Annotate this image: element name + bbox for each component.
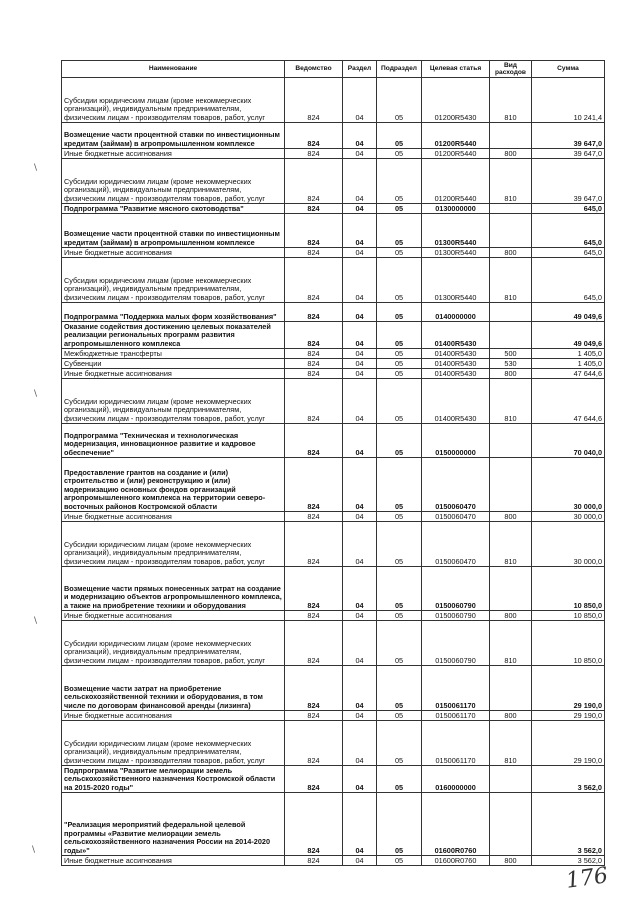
row-name: Подпрограмма "Развитие мясного скотоводства" [62,204,285,214]
row-ved: 824 [285,349,343,359]
row-name: Иные бюджетные ассигнования [62,369,285,379]
table-row [62,512,605,522]
row-name: Возмещение части затрат на приобретение сельскохозяйственной техники и оборудования, в том числе по договорам финансовой аренды (лизинга) [62,666,285,711]
row-sum: 39 647,0 [532,149,605,159]
row-name: Иные бюджетные ассигнования [62,149,285,159]
row-sum: 29 190,0 [532,666,605,711]
row-vr: 530 [490,359,532,369]
row-razdel: 04 [343,78,377,123]
row-razdel: 04 [343,666,377,711]
row-podrazdel: 05 [377,766,422,793]
row-cs: 01300R5440 [422,258,490,303]
row-sum: 30 000,0 [532,522,605,567]
row-name: Иные бюджетные ассигнования [62,711,285,721]
row-sum: 10 241,4 [532,78,605,123]
row-sum: 49 049,6 [532,322,605,349]
table-row [62,159,605,204]
row-name: Возмещение части прямых понесенных затрат на создание и модернизацию объектов агропромышленного комплекса, а также на приобретение техники и оборудования [62,567,285,611]
row-cs: 01300R5440 [422,214,490,248]
row-sum: 1 405,0 [532,349,605,359]
row-podrazdel: 05 [377,567,422,611]
row-ved: 824 [285,458,343,512]
row-razdel: 04 [343,204,377,214]
row-sum: 30 000,0 [532,458,605,512]
row-vr [490,322,532,349]
row-vr: 800 [490,512,532,522]
table-header-row [62,61,605,78]
row-vr [490,766,532,793]
table-row [62,369,605,379]
row-razdel: 04 [343,159,377,204]
row-sum: 3 562,0 [532,766,605,793]
row-vr: 810 [490,721,532,766]
row-vr [490,303,532,322]
row-podrazdel: 05 [377,793,422,856]
row-ved: 824 [285,159,343,204]
row-podrazdel: 05 [377,359,422,369]
table-row [62,621,605,666]
col-header-sum: Сумма [532,61,605,78]
table-row [62,204,605,214]
row-razdel: 04 [343,369,377,379]
row-cs: 0150060790 [422,611,490,621]
row-razdel: 04 [343,303,377,322]
row-podrazdel: 05 [377,621,422,666]
row-podrazdel: 05 [377,159,422,204]
margin-mark: \ [32,845,36,855]
row-ved: 824 [285,621,343,666]
row-ved: 824 [285,721,343,766]
row-vr: 810 [490,621,532,666]
row-podrazdel: 05 [377,123,422,149]
row-ved: 824 [285,369,343,379]
row-razdel: 04 [343,379,377,424]
row-ved: 824 [285,214,343,248]
row-cs: 01200R5440 [422,159,490,204]
row-vr: 800 [490,369,532,379]
row-sum: 3 562,0 [532,856,605,866]
row-sum: 3 562,0 [532,793,605,856]
row-podrazdel: 05 [377,611,422,621]
margin-mark: \ [34,616,38,626]
table-row [62,248,605,258]
row-sum: 29 190,0 [532,721,605,766]
row-razdel: 04 [343,359,377,369]
row-name: Межбюджетные трансферты [62,349,285,359]
row-podrazdel: 05 [377,248,422,258]
row-sum: 645,0 [532,214,605,248]
row-name: "Реализация мероприятий федеральной целевой программы «Развитие мелиорации земель сельскохозяйственного назначения России на 2014-2020 годы»" [62,793,285,856]
row-vr [490,214,532,248]
row-podrazdel: 05 [377,349,422,359]
row-ved: 824 [285,248,343,258]
row-name: Субсидии юридическим лицам (кроме некоммерческих организаций), индивидуальным предпринимателям, физическим лицам - производителям товаров, работ, услуг [62,258,285,303]
row-podrazdel: 05 [377,369,422,379]
table-row [62,424,605,458]
row-ved: 824 [285,424,343,458]
row-vr: 810 [490,159,532,204]
row-razdel: 04 [343,349,377,359]
row-name: Субсидии юридическим лицам (кроме некоммерческих организаций), индивидуальным предпринимателям, физическим лицам - производителям товаров, работ, услуг [62,78,285,123]
table-row [62,522,605,567]
row-vr: 800 [490,711,532,721]
row-razdel: 04 [343,512,377,522]
row-podrazdel: 05 [377,214,422,248]
row-vr [490,123,532,149]
row-sum: 645,0 [532,204,605,214]
row-cs: 0140000000 [422,303,490,322]
row-cs: 0150060470 [422,458,490,512]
margin-mark: \ [34,163,38,173]
col-header-razdel: Раздел [343,61,377,78]
table-row [62,149,605,159]
row-vr: 810 [490,78,532,123]
row-cs: 01400R5430 [422,322,490,349]
row-sum: 39 647,0 [532,123,605,149]
row-podrazdel: 05 [377,322,422,349]
row-name: Возмещение части процентной ставки по инвестиционным кредитам (займам) в агропромышленном комплексе [62,214,285,248]
row-razdel: 04 [343,248,377,258]
row-cs: 01600R0760 [422,793,490,856]
table-row [62,322,605,349]
row-razdel: 04 [343,856,377,866]
row-podrazdel: 05 [377,711,422,721]
col-header-vr: Вид расходов [490,61,532,78]
table-row [62,379,605,424]
table-row [62,611,605,621]
row-name: Иные бюджетные ассигнования [62,611,285,621]
budget-table [61,60,605,866]
row-razdel: 04 [343,611,377,621]
row-sum: 30 000,0 [532,512,605,522]
row-name: Субсидии юридическим лицам (кроме некоммерческих организаций), индивидуальным предпринимателям, физическим лицам - производителям товаров, работ, услуг [62,159,285,204]
row-podrazdel: 05 [377,856,422,866]
row-ved: 824 [285,512,343,522]
row-podrazdel: 05 [377,258,422,303]
row-razdel: 04 [343,621,377,666]
row-razdel: 04 [343,567,377,611]
row-name: Субвенции [62,359,285,369]
row-ved: 824 [285,711,343,721]
row-ved: 824 [285,303,343,322]
row-sum: 10 850,0 [532,621,605,666]
row-vr: 800 [490,856,532,866]
row-podrazdel: 05 [377,204,422,214]
row-ved: 824 [285,611,343,621]
row-sum: 10 850,0 [532,567,605,611]
row-razdel: 04 [343,424,377,458]
row-podrazdel: 05 [377,512,422,522]
row-sum: 29 190,0 [532,711,605,721]
row-name: Подпрограмма "Развитие мелиорации земель сельскохозяйственного назначения Костромской области на 2015-2020 годы" [62,766,285,793]
row-razdel: 04 [343,766,377,793]
row-name: Субсидии юридическим лицам (кроме некоммерческих организаций), индивидуальным предпринимателям, физическим лицам - производителям товаров, работ, услуг [62,379,285,424]
row-ved: 824 [285,204,343,214]
row-cs: 0150000000 [422,424,490,458]
row-vr [490,567,532,611]
row-podrazdel: 05 [377,149,422,159]
row-cs: 01400R5430 [422,359,490,369]
row-ved: 824 [285,78,343,123]
row-ved: 824 [285,149,343,159]
row-sum: 47 644,6 [532,379,605,424]
row-ved: 824 [285,322,343,349]
table-row [62,793,605,856]
row-vr [490,666,532,711]
row-name: Иные бюджетные ассигнования [62,512,285,522]
row-podrazdel: 05 [377,424,422,458]
row-ved: 824 [285,766,343,793]
row-vr: 810 [490,258,532,303]
table-row [62,766,605,793]
col-header-name: Наименование [62,61,285,78]
row-vr: 810 [490,379,532,424]
row-razdel: 04 [343,522,377,567]
row-sum: 645,0 [532,258,605,303]
row-sum: 39 647,0 [532,159,605,204]
table-row [62,666,605,711]
row-vr: 810 [490,522,532,567]
row-podrazdel: 05 [377,379,422,424]
row-cs: 0150060790 [422,567,490,611]
row-razdel: 04 [343,149,377,159]
page-number: 176 [564,863,610,894]
row-ved: 824 [285,567,343,611]
row-podrazdel: 05 [377,721,422,766]
row-cs: 01600R0760 [422,856,490,866]
row-name: Подпрограмма "Поддержка малых форм хозяйствования" [62,303,285,322]
row-name: Оказание содействия достижению целевых показателей реализации региональных программ развития агропромышленного комплекса [62,322,285,349]
row-ved: 824 [285,258,343,303]
row-sum: 49 049,6 [532,303,605,322]
row-razdel: 04 [343,458,377,512]
row-cs: 01400R5430 [422,379,490,424]
row-cs: 0150061170 [422,666,490,711]
row-name: Возмещение части процентной ставки по инвестиционным кредитам (займам) в агропромышленном комплексе [62,123,285,149]
table-row [62,567,605,611]
col-header-cs: Целевая статья [422,61,490,78]
row-razdel: 04 [343,214,377,248]
row-razdel: 04 [343,793,377,856]
row-vr: 800 [490,149,532,159]
row-ved: 824 [285,522,343,567]
row-cs: 0130000000 [422,204,490,214]
row-cs: 0150060470 [422,522,490,567]
table-row [62,303,605,322]
row-cs: 01200R5430 [422,78,490,123]
row-cs: 01400R5430 [422,349,490,359]
row-name: Иные бюджетные ассигнования [62,248,285,258]
row-vr [490,204,532,214]
row-razdel: 04 [343,258,377,303]
row-name: Субсидии юридическим лицам (кроме некоммерческих организаций), индивидуальным предпринимателям, физическим лицам - производителям товаров, работ, услуг [62,721,285,766]
row-name: Подпрограмма "Техническая и технологическая модернизация, инновационное развитие и кадровое обеспечение" [62,424,285,458]
col-header-ved: Ведомство [285,61,343,78]
row-sum: 1 405,0 [532,359,605,369]
table-row [62,349,605,359]
table-row [62,359,605,369]
row-cs: 01200R5440 [422,149,490,159]
row-cs: 0150060790 [422,621,490,666]
row-cs: 01300R5440 [422,248,490,258]
table-row [62,214,605,248]
row-podrazdel: 05 [377,303,422,322]
row-ved: 824 [285,379,343,424]
table-row [62,721,605,766]
table-row [62,78,605,123]
row-sum: 47 644,6 [532,369,605,379]
row-name: Иные бюджетные ассигнования [62,856,285,866]
row-ved: 824 [285,123,343,149]
row-cs: 0150061170 [422,721,490,766]
margin-mark: \ [34,389,38,399]
col-header-podrazdel: Подраздел [377,61,422,78]
row-vr: 500 [490,349,532,359]
row-razdel: 04 [343,123,377,149]
row-cs: 0150060470 [422,512,490,522]
row-ved: 824 [285,856,343,866]
row-cs: 0160000000 [422,766,490,793]
row-name: Субсидии юридическим лицам (кроме некоммерческих организаций), индивидуальным предпринимателям, физическим лицам - производителям товаров, работ, услуг [62,522,285,567]
row-razdel: 04 [343,322,377,349]
row-cs: 01200R5440 [422,123,490,149]
row-vr: 800 [490,611,532,621]
table-row [62,458,605,512]
table-row [62,258,605,303]
row-name: Предоставление грантов на создание и (или) строительство и (или) реконструкцию и (или) модернизацию основных фондов организаций агропромышленного комплекса на территории северо-восточных районов Костромской области [62,458,285,512]
row-vr: 800 [490,248,532,258]
row-razdel: 04 [343,721,377,766]
row-vr [490,424,532,458]
row-ved: 824 [285,666,343,711]
row-podrazdel: 05 [377,458,422,512]
row-name: Субсидии юридическим лицам (кроме некоммерческих организаций), индивидуальным предпринимателям, физическим лицам - производителям товаров, работ, услуг [62,621,285,666]
table-row [62,123,605,149]
row-sum: 645,0 [532,248,605,258]
row-podrazdel: 05 [377,78,422,123]
row-sum: 10 850,0 [532,611,605,621]
row-podrazdel: 05 [377,522,422,567]
row-sum: 70 040,0 [532,424,605,458]
row-podrazdel: 05 [377,666,422,711]
table-row [62,711,605,721]
row-vr [490,458,532,512]
row-ved: 824 [285,793,343,856]
row-razdel: 04 [343,711,377,721]
table-row [62,856,605,866]
row-vr [490,793,532,856]
row-cs: 01400R5430 [422,369,490,379]
row-cs: 0150061170 [422,711,490,721]
row-ved: 824 [285,359,343,369]
